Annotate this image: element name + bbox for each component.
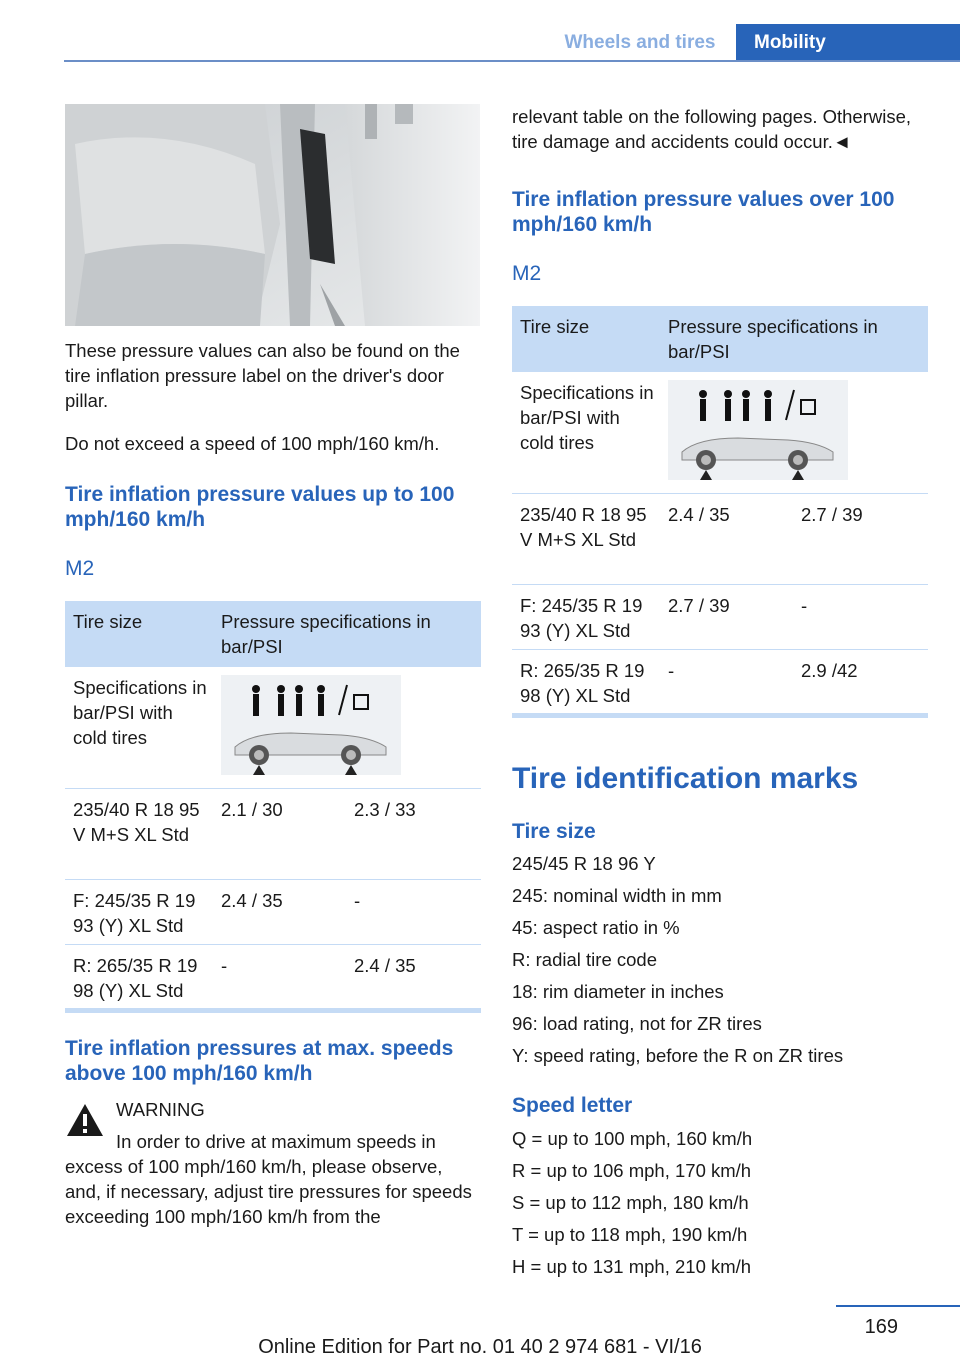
heading-tire-size: Tire size	[512, 820, 596, 843]
list-item: 18: rim diameter in inches	[512, 981, 724, 1002]
pressure-table-over-100	[512, 306, 928, 718]
person-icons	[252, 685, 325, 716]
table-end-rule	[512, 713, 928, 718]
edition-footer: Online Edition for Part no. 01 40 2 974 681 - VI/16	[258, 1336, 702, 1358]
tire-size-cell: F: 245/35 R 19 93 (Y) XL Std	[520, 595, 643, 641]
table-header	[512, 306, 928, 372]
tire-size-cell: R: 265/35 R 19 98 (Y) XL Std	[520, 660, 645, 706]
table-row	[65, 789, 481, 880]
list-item: Q = up to 100 mph, 160 km/h	[512, 1128, 753, 1149]
warning-text-body: excess of 100 mph/160 km/h, please observe, and, if necessary, adjust tire pressures for speeds exceeding 100 mph/160 km/h from the	[65, 1156, 472, 1227]
spec-label: Specifications in bar/PSI with cold tires	[520, 382, 654, 453]
heading-speed-letter: Speed letter	[512, 1094, 633, 1117]
list-item: R = up to 106 mph, 170 km/h	[512, 1160, 752, 1181]
table-row	[65, 945, 481, 1008]
tire-size-list	[512, 851, 932, 1068]
header-rule	[64, 60, 960, 62]
warning-title: WARNING	[116, 1099, 205, 1120]
door-pillar-photo	[65, 104, 480, 326]
tab-wheels-and-tires[interactable]: Wheels and tires	[545, 24, 735, 62]
warning-text-first-line: In order to drive at maximum speeds in	[116, 1131, 436, 1152]
list-item: T = up to 118 mph, 190 km/h	[512, 1224, 748, 1245]
list-item: S = up to 112 mph, 180 km/h	[512, 1192, 749, 1213]
pressure-cell: 2.4 / 35	[354, 955, 416, 976]
heading-up-to-100: Tire inflation pressure values up to 100 mph/160 km/h	[65, 483, 455, 531]
load-illustration	[221, 675, 401, 775]
table-row	[512, 585, 928, 650]
footer-rule	[836, 1305, 960, 1307]
list-item: R: radial tire code	[512, 949, 657, 970]
person-icons	[699, 390, 772, 421]
tire-size-cell: 235/40 R 18 95 V M+S XL Std	[520, 504, 647, 550]
list-item: Y: speed rating, before the R on ZR tires	[512, 1045, 844, 1066]
pressure-cell: 2.9 /42	[801, 660, 858, 681]
speed-note: Do not exceed a speed of 100 mph/160 km/h.	[65, 433, 440, 454]
col-tire-size: Tire size	[520, 316, 590, 337]
warning-icon	[65, 1102, 105, 1138]
table-row	[65, 667, 481, 789]
pressure-cell: -	[801, 595, 808, 616]
table-row	[65, 880, 481, 945]
pressure-cell: 2.7 / 39	[801, 504, 863, 525]
col-pressure: Pressure specifications in bar/PSI	[668, 316, 878, 362]
table-row	[512, 494, 928, 585]
table-end-rule	[65, 1008, 481, 1013]
pressure-cell: -	[354, 890, 361, 911]
pressure-table-up-to-100	[65, 601, 481, 1013]
intro-paragraph: These pressure values can also be found on the tire inflation pressure label on the driver's door pillar.	[65, 340, 460, 411]
pressure-cell: 2.4 / 35	[668, 504, 730, 525]
list-item: 245/45 R 18 96 Y	[512, 853, 656, 874]
tire-size-cell: 235/40 R 18 95 V M+S XL Std	[73, 799, 200, 845]
tab-mobility[interactable]: Mobility	[736, 24, 960, 62]
pressure-cell: -	[668, 660, 675, 681]
pressure-cell: 2.1 / 30	[221, 799, 283, 820]
page-number: 169	[864, 1316, 898, 1338]
table-header	[65, 601, 481, 667]
heading-over-100: Tire inflation pressure values over 100 mph/160 km/h	[512, 188, 895, 236]
heading-max-speeds: Tire inflation pressures at max. speeds above 100 mph/160 km/h	[65, 1037, 454, 1085]
pressure-cell: 2.3 / 33	[354, 799, 416, 820]
model-label: M2	[512, 262, 542, 285]
table-row	[512, 372, 928, 494]
table-row	[512, 650, 928, 713]
continued-warning-text: relevant table on the following pages. Otherwise, tire damage and accidents could occur.◄	[512, 106, 912, 152]
speed-letter-list	[512, 1126, 932, 1279]
load-illustration	[668, 380, 848, 480]
heading-tire-identification: Tire identification marks	[512, 762, 859, 795]
pressure-cell: 2.4 / 35	[221, 890, 283, 911]
list-item: 96: load rating, not for ZR tires	[512, 1013, 762, 1034]
model-label: M2	[65, 557, 95, 580]
list-item: 245: nominal width in mm	[512, 885, 722, 906]
list-item: H = up to 131 mph, 210 km/h	[512, 1256, 752, 1277]
spec-label: Specifications in bar/PSI with cold tires	[73, 677, 207, 748]
tire-size-cell: R: 265/35 R 19 98 (Y) XL Std	[73, 955, 198, 1001]
pressure-cell: -	[221, 955, 228, 976]
tire-size-cell: F: 245/35 R 19 93 (Y) XL Std	[73, 890, 196, 936]
col-tire-size: Tire size	[73, 611, 143, 632]
list-item: 45: aspect ratio in %	[512, 917, 680, 938]
pressure-cell: 2.7 / 39	[668, 595, 730, 616]
col-pressure: Pressure specifications in bar/PSI	[221, 611, 431, 657]
